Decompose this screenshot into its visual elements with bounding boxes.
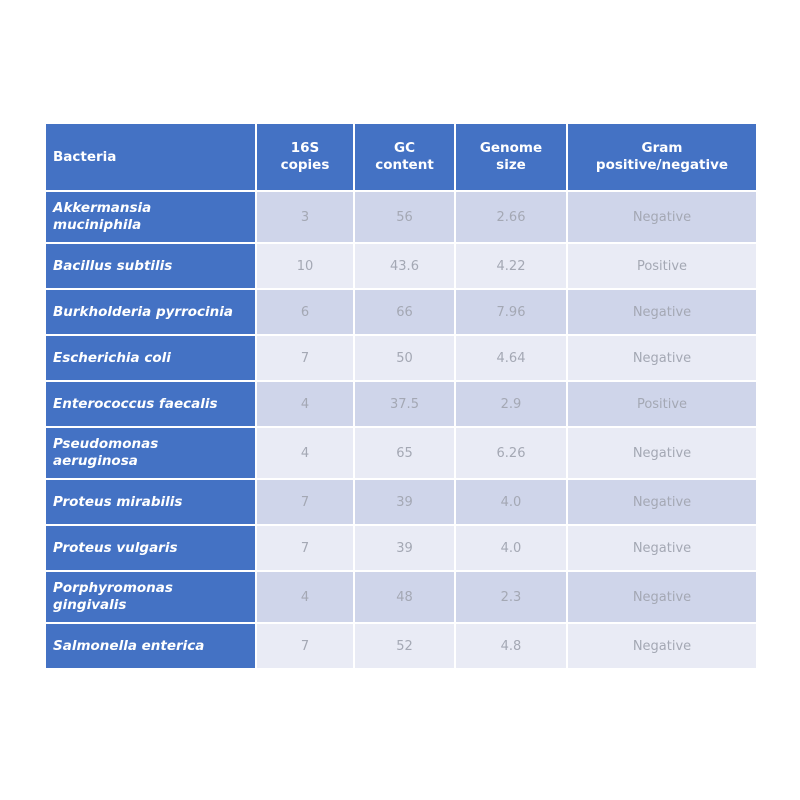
table-row <box>45 427 757 479</box>
bacteria-name: Bacillus subtilis <box>53 257 173 274</box>
copies-16s-cell: 4 <box>256 381 354 427</box>
bacteria-name-cell <box>45 289 256 335</box>
genome-size-cell: 2.3 <box>455 571 567 623</box>
bacteria-name: Escherichia coli <box>53 349 171 366</box>
gram-cell: Negative <box>567 335 757 381</box>
genome-size-cell: 2.9 <box>455 381 567 427</box>
bacteria-name-cell <box>45 191 256 243</box>
table-body <box>45 191 757 669</box>
header-bacteria <box>45 123 256 191</box>
table-row <box>45 381 757 427</box>
copies-16s-cell: 4 <box>256 427 354 479</box>
bacteria-name-cell <box>45 243 256 289</box>
table-row <box>45 289 757 335</box>
table-row <box>45 525 757 571</box>
bacteria-name: Salmonella enterica <box>53 637 205 654</box>
gc-content-cell: 66 <box>354 289 455 335</box>
bacteria-name: Pseudomonas <box>53 436 159 452</box>
genome-size-cell: 4.22 <box>455 243 567 289</box>
header-text: Bacteria <box>53 148 117 165</box>
header-text: size <box>496 157 526 173</box>
bacteria-name: gingivalis <box>53 597 127 613</box>
genome-size-cell: 2.66 <box>455 191 567 243</box>
header-gram <box>567 123 757 191</box>
gram-cell: Negative <box>567 571 757 623</box>
bacteria-table <box>44 122 758 670</box>
copies-16s-cell: 7 <box>256 623 354 669</box>
bacteria-name: muciniphila <box>53 217 142 233</box>
copies-16s-cell: 4 <box>256 571 354 623</box>
gram-cell: Negative <box>567 191 757 243</box>
table-row <box>45 623 757 669</box>
bacteria-name: Enterococcus faecalis <box>53 395 218 412</box>
gc-content-cell: 65 <box>354 427 455 479</box>
genome-size-cell: 4.0 <box>455 525 567 571</box>
header-text: Gram <box>641 140 683 156</box>
copies-16s-cell: 6 <box>256 289 354 335</box>
gram-cell: Negative <box>567 289 757 335</box>
header-text: positive/negative <box>595 157 729 173</box>
header-text: content <box>375 157 434 173</box>
bacteria-name: Proteus vulgaris <box>53 539 178 556</box>
bacteria-name: Porphyromonas <box>53 580 173 596</box>
header-text: 16S <box>290 140 320 156</box>
gc-content-cell: 48 <box>354 571 455 623</box>
copies-16s-cell: 3 <box>256 191 354 243</box>
gram-cell: Positive <box>567 243 757 289</box>
gc-content-cell: 39 <box>354 525 455 571</box>
copies-16s-cell: 7 <box>256 335 354 381</box>
bacteria-name-cell <box>45 525 256 571</box>
header-16s-copies <box>256 123 354 191</box>
table-row <box>45 335 757 381</box>
bacteria-name: Proteus mirabilis <box>53 493 183 510</box>
copies-16s-cell: 7 <box>256 525 354 571</box>
bacteria-name: aeruginosa <box>53 453 138 469</box>
header-gc-content <box>354 123 455 191</box>
gram-cell: Negative <box>567 427 757 479</box>
gram-cell: Negative <box>567 623 757 669</box>
gram-cell: Negative <box>567 479 757 525</box>
bacteria-name-cell <box>45 571 256 623</box>
header-genome-size <box>455 123 567 191</box>
table-row <box>45 243 757 289</box>
table-row <box>45 479 757 525</box>
genome-size-cell: 7.96 <box>455 289 567 335</box>
genome-size-cell: 4.8 <box>455 623 567 669</box>
genome-size-cell: 6.26 <box>455 427 567 479</box>
header-text: copies <box>280 157 330 173</box>
copies-16s-cell: 7 <box>256 479 354 525</box>
genome-size-cell: 4.64 <box>455 335 567 381</box>
gc-content-cell: 50 <box>354 335 455 381</box>
gc-content-cell: 43.6 <box>354 243 455 289</box>
bacteria-name-cell <box>45 427 256 479</box>
table-header <box>45 123 757 191</box>
gram-cell: Positive <box>567 381 757 427</box>
bacteria-name-cell <box>45 381 256 427</box>
bacteria-name-cell <box>45 623 256 669</box>
gc-content-cell: 37.5 <box>354 381 455 427</box>
header-text: Genome <box>479 140 543 156</box>
table-row <box>45 571 757 623</box>
bacteria-name: Akkermansia <box>53 200 152 216</box>
table-row <box>45 191 757 243</box>
header-row <box>45 123 757 191</box>
bacteria-name-cell <box>45 479 256 525</box>
bacteria-name: Burkholderia pyrrocinia <box>53 303 233 320</box>
gc-content-cell: 56 <box>354 191 455 243</box>
bacteria-name-cell <box>45 335 256 381</box>
header-text: GC <box>394 140 415 156</box>
gc-content-cell: 39 <box>354 479 455 525</box>
copies-16s-cell: 10 <box>256 243 354 289</box>
gc-content-cell: 52 <box>354 623 455 669</box>
genome-size-cell: 4.0 <box>455 479 567 525</box>
gram-cell: Negative <box>567 525 757 571</box>
bacteria-table-container <box>44 122 756 670</box>
